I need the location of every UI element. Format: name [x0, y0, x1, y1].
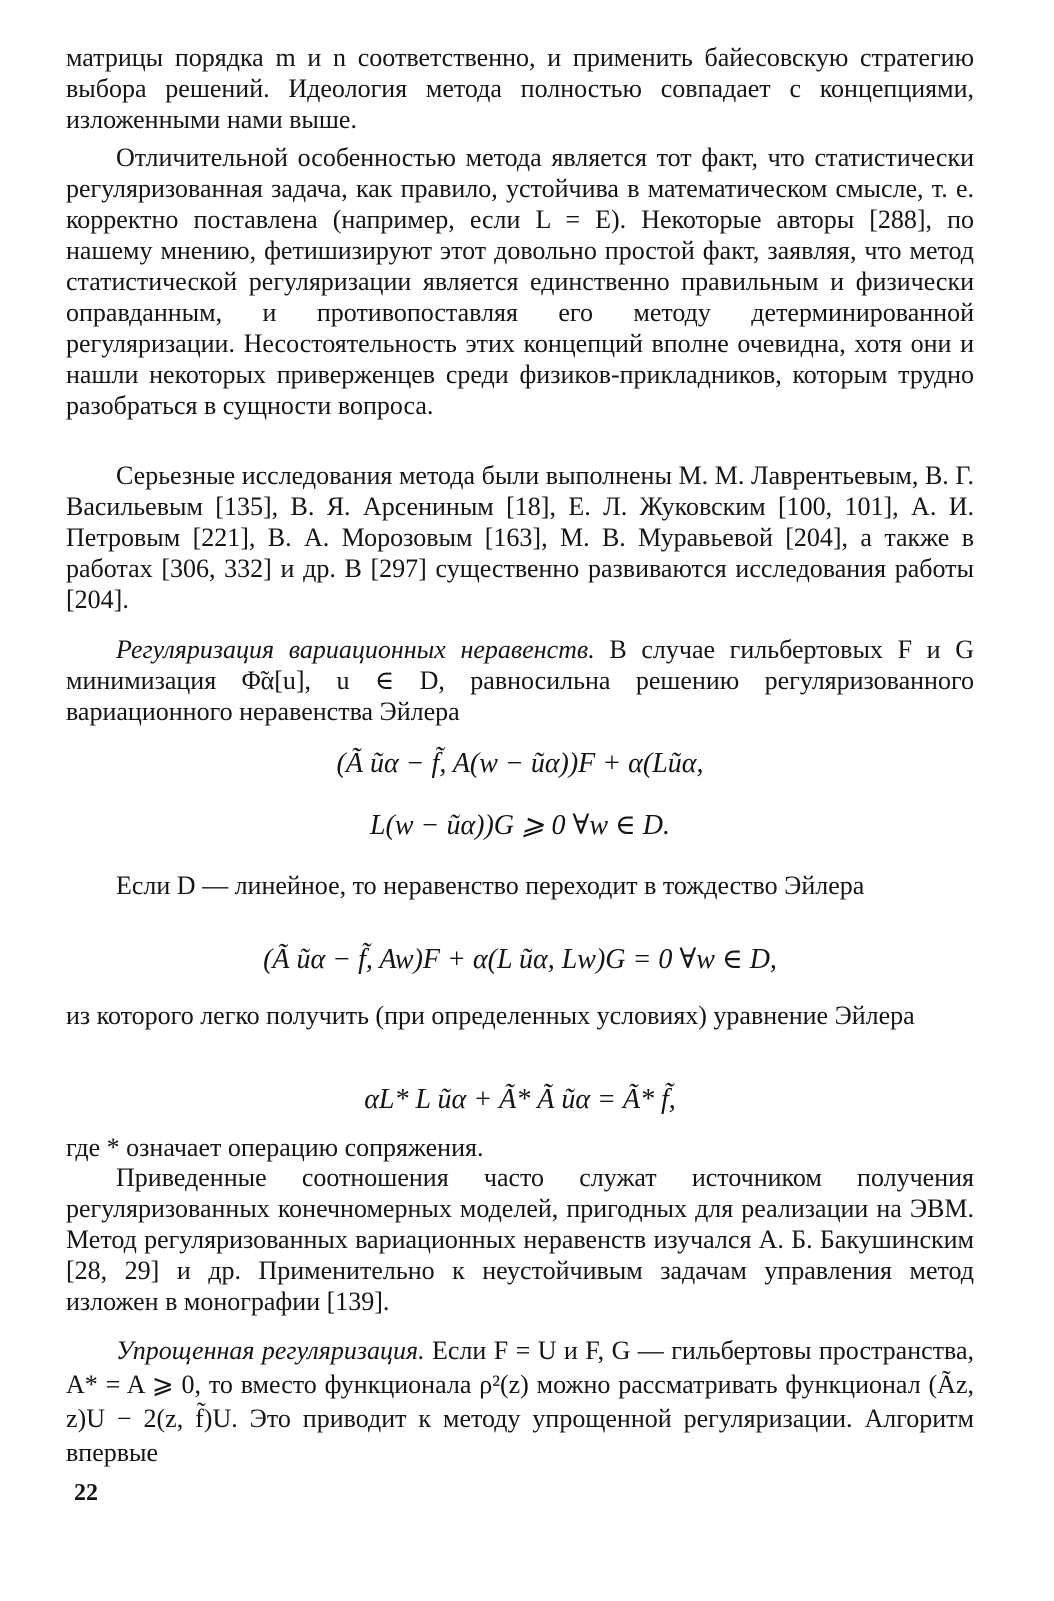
- intro-paragraph: [66, 42, 974, 135]
- relations-paragraph: [66, 1162, 974, 1317]
- para-relations: Приведенные соотношения часто служат источником получения регуляризованных конечномерных моделей, пригодных для реализации на ЭВМ. Метод регуляризованных вариационных неравенств изучался А. Б. Бакушинским [28, 29] и др. Применительно к неустойчивым задачам управления метод изложен в монографии [139].: [66, 1163, 974, 1316]
- para-distinctive: Отличительной особенностью метода является тот факт, что статистически регуляризованная задача, как правило, устойчива в математическом смысле, т. е. корректно поставлена (например, если L = E). Некоторые авторы [288], по нашему мнению, фетишизируют этот довольно простой факт, заявляя, что метод статистической регуляризации является единственно правильным и физически оправданным, и противопоставляя его методу детерминированной регуляризации. Несостоятельность этих концепций вполне очевидна, хотя они и нашли некоторых приверженцев среди физиков-прикладников, которым трудно разобраться в сущности вопроса.: [66, 143, 974, 420]
- formula-2-block: [66, 944, 974, 976]
- variational-text: В случае гильбертовых F и G минимизация Φ̃α[u], u ∈ D, равносильна решению регуляризованного вариационного неравенства Эйлера: [66, 635, 974, 726]
- formula-1-continued: [66, 810, 974, 842]
- research-paragraph: [66, 460, 974, 615]
- simplified-title: Упрощенная регуляризация.: [116, 1336, 425, 1365]
- formula-1-line-1: (Ã ũα − f̃, A(w − ũα))F + α(Lũα,: [336, 748, 704, 779]
- simplified-paragraph: [66, 1334, 974, 1470]
- intro-fragment: матрицы порядка m и n соответственно, и применить байесовскую стратегию выбора решений. Идеология метода полностью совпадает с концепциями, изложенными нами выше.: [66, 43, 974, 134]
- variational-paragraph: [66, 634, 974, 727]
- variational-title: Регуляризация вариационных неравенств.: [116, 635, 595, 664]
- simplified-text: Если F = U и F, G — гильбертовы пространства, A* = A ⩾ 0, то вместо функционала ρ²(z) можно рассматривать функционал (Ãz, z)U − 2(z, f̃)U. Это приводит к методу упрощенной регуляризации. Алгоритм впервые: [66, 1336, 974, 1467]
- formula-2: (Ã ũα − f̃, Aw)F + α(L ũα, Lw)G = 0 ∀w ∈ D,: [263, 944, 777, 975]
- linear-paragraph: [66, 870, 974, 901]
- derive-paragraph: [66, 1000, 974, 1031]
- para-linear: Если D — линейное, то неравенство переходит в тождество Эйлера: [116, 871, 865, 900]
- distinctive-paragraph: [66, 142, 974, 421]
- page-number: 22: [74, 1480, 98, 1506]
- formula-3-block: [66, 1084, 974, 1116]
- formula-3: αL* L ũα + Ã* Ã ũα = Ã* f̃,: [364, 1084, 676, 1115]
- formula-1-line-2: L(w − ũα))G ⩾ 0 ∀w ∈ D.: [369, 810, 670, 841]
- para-star: где * означает операцию сопряжения.: [66, 1133, 484, 1162]
- star-paragraph: [66, 1132, 974, 1163]
- para-research: Серьезные исследования метода были выполнены М. М. Лаврентьевым, В. Г. Васильевым [135], В. Я. Арсениным [18], Е. Л. Жуковским [100, 101], А. И. Петровым [221], В. А. Морозовым [163], М. В. Муравьевой [204], а также в работах [306, 332] и др. В [297] существенно развиваются исследования работы [204].: [66, 461, 974, 614]
- para-derive: из которого легко получить (при определенных условиях) уравнение Эйлера: [66, 1001, 915, 1030]
- formula-1: [66, 748, 974, 780]
